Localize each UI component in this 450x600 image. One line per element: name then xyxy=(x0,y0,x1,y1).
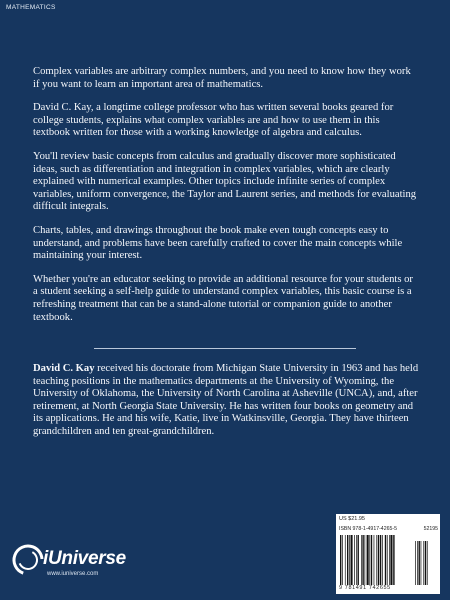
blurb-paragraph: Complex variables are arbitrary complex numbers, and you need to know how they work if you want to learn an important area of mathematics. xyxy=(33,66,411,90)
barcode-number: 9 781491 742655 xyxy=(339,585,391,591)
section-divider xyxy=(94,348,356,349)
publisher-name: iUniverse xyxy=(43,548,126,569)
isbn-barcode xyxy=(336,514,440,594)
blurb-paragraph: Charts, tables, and drawings throughout the book make even tough concepts easy to understand, and problems have been carefully crafted to cover the main concepts while maintaining your interest. xyxy=(33,224,403,262)
publisher-logo xyxy=(10,542,126,582)
back-cover-blurb xyxy=(33,66,419,335)
publisher-url: www.iuniverse.com xyxy=(47,571,99,577)
isbn-text: ISBN 978-1-4917-4265-5 52195 xyxy=(339,526,438,532)
author-bio xyxy=(33,363,419,439)
price-code: 52195 xyxy=(423,526,438,532)
author-bio-text: received his doctorate from Michigan State University in 1963 and has held teaching positions in the mathematics departments at the University of Wyoming, the University of Oklahoma, the University of North Carolina at Asheville (UNCA), and, after retirement, at North Georgia State University. He has written four books on geometry and its applications. He and his wife, Katie, live in Watkinsville, Georgia. They have thirteen grandchildren and ten great-grandchildren. xyxy=(33,363,419,437)
price-label: US $21.95 xyxy=(339,516,365,522)
blurb-paragraph: David C. Kay, a longtime college professor who has written several books geared for college students, explains what complex variables are and how to use them in this textbook written for those with a working knowledge of algebra and calculus. xyxy=(33,102,394,139)
category-label: MATHEMATICS xyxy=(6,4,56,11)
barcode-bars xyxy=(339,535,437,585)
blurb-paragraph: You'll review basic concepts from calculus and gradually discover more sophisticated ideas, such as differentiation and integration in complex variables, which are clearly explained with numerical examples. Other topics include infinite series of complex variables, uniform convergence, the Taylor and Laurent series, and methods for evaluating difficult integrals. xyxy=(33,150,417,213)
author-name: David C. Kay xyxy=(33,363,95,374)
blurb-paragraph: Whether you're an educator seeking to provide an additional resource for your students or a student seeking a self-help guide to understand complex variables, this basic course is a refreshing treatment that can be a stand-alone tutorial or companion guide to another textbook. xyxy=(33,273,413,323)
iuniverse-swirl-icon xyxy=(10,542,46,578)
